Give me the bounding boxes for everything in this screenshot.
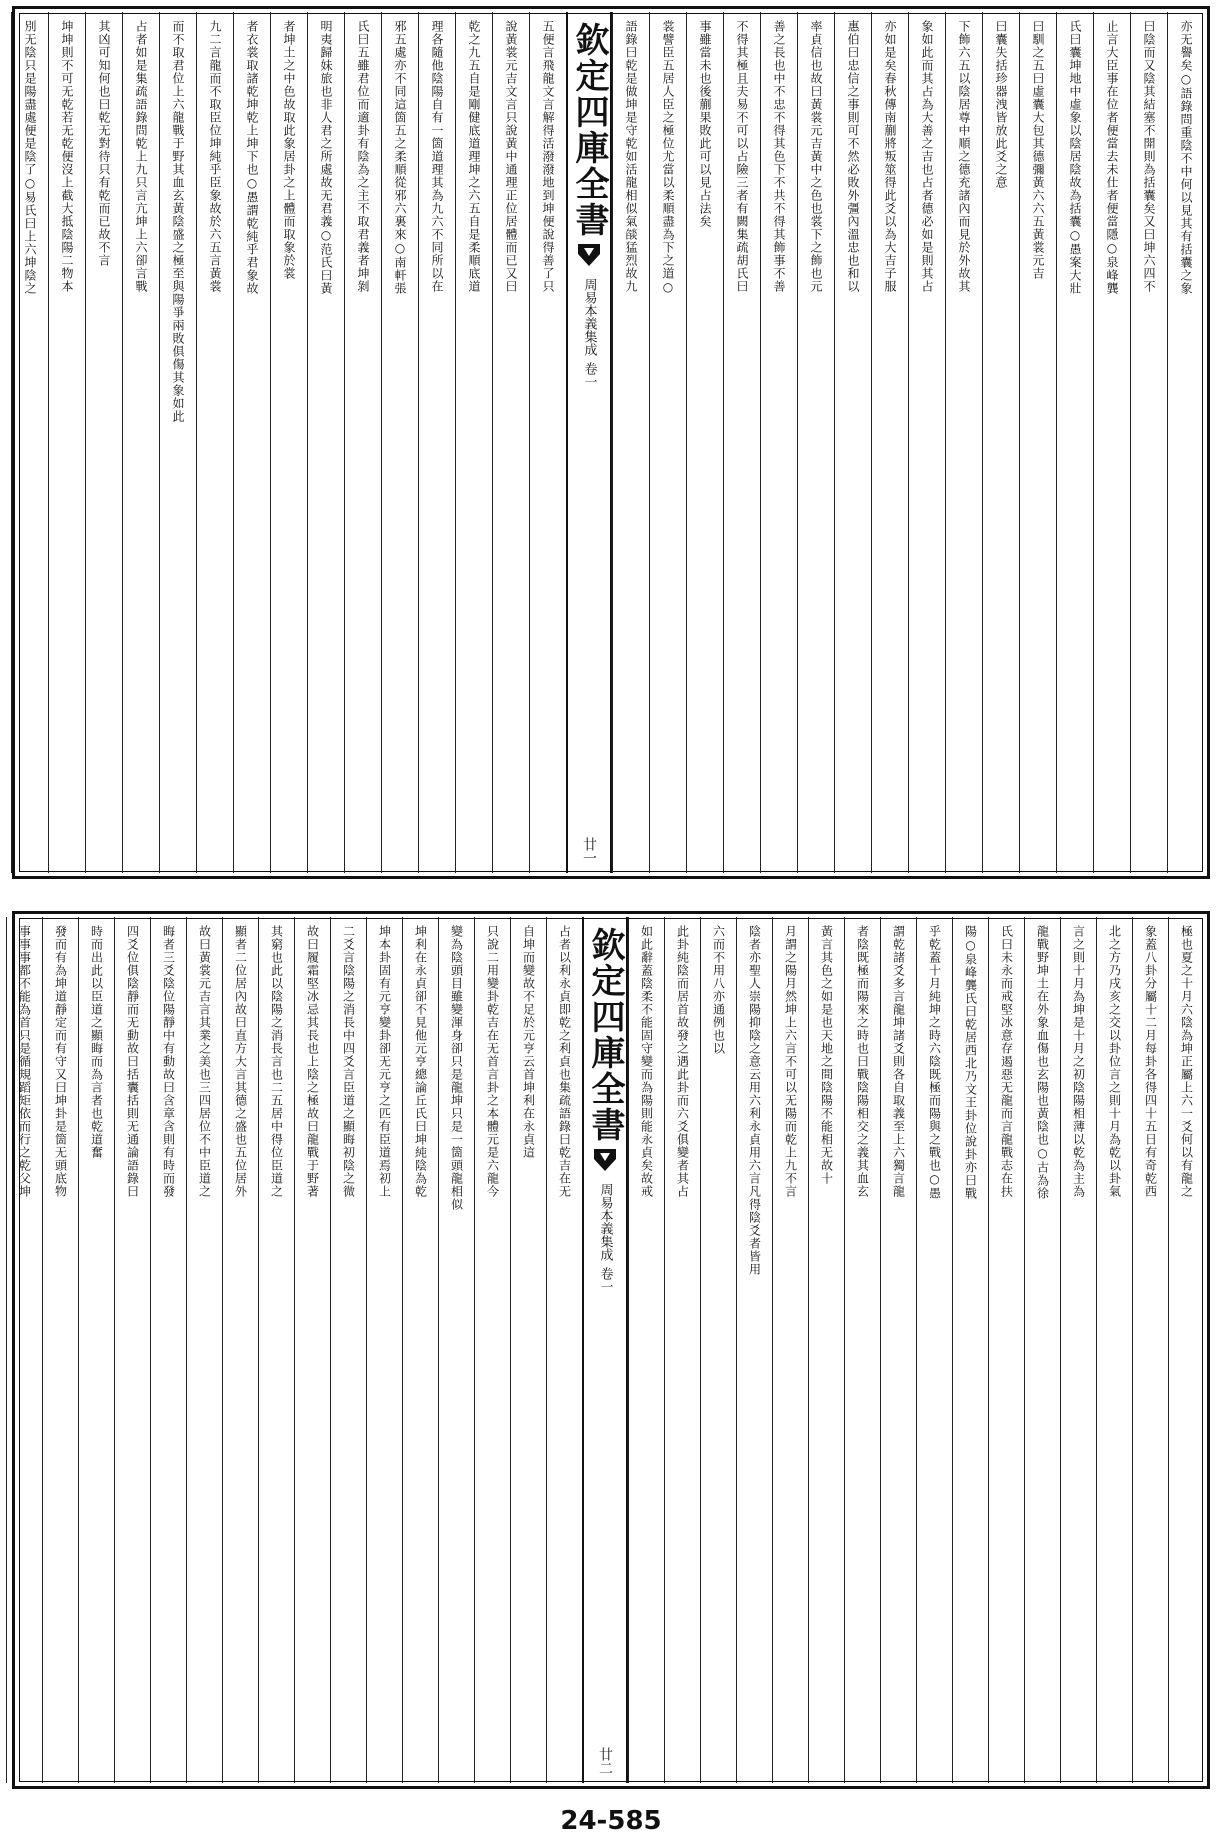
text-column bbox=[222, 917, 258, 1783]
text-column bbox=[908, 12, 945, 873]
column-text: 事雖當未也後蒯果敗此可以見占法矣 bbox=[698, 20, 712, 228]
column-text: 只說二用變卦乾吉在无首言卦之本體元是六龍今 bbox=[485, 925, 500, 1198]
column-text: 晦者三爻陰位陽靜中有動故曰含章含則有時而發 bbox=[161, 925, 176, 1198]
column-text: 謂乾諸爻多言龍坤諸爻則各自取義至上六獨言龍 bbox=[891, 925, 906, 1198]
text-column bbox=[628, 917, 664, 1783]
text-column bbox=[1093, 12, 1130, 873]
column-text: 別无陰只是陽盡處便是陰了○易氏曰上六坤陰之 bbox=[23, 20, 37, 295]
text-column bbox=[294, 917, 330, 1783]
column-text: 陰者亦聖人崇陽抑陰之意云用六利永貞用六言凡得陰爻者皆用 bbox=[747, 925, 762, 1276]
column-text: 氏曰五雖君位而適卦有陰為之主不取君義者坤剝 bbox=[356, 20, 370, 293]
column-text: 下飾六五以陰居尊中順之德充諸內而見於外故其 bbox=[957, 20, 971, 293]
column-text: 坤坤則不可无乾若无乾便沒上截大抵陰陽二物本 bbox=[60, 20, 74, 293]
text-column bbox=[438, 917, 474, 1783]
work-title: 周易本義集成 bbox=[581, 278, 597, 356]
text-column bbox=[455, 12, 492, 873]
text-column bbox=[114, 917, 150, 1783]
text-column bbox=[1056, 12, 1093, 873]
column-text: 此卦純陰而居首故發之遇此卦而六爻俱變者其占 bbox=[675, 925, 690, 1198]
column-text: 惠伯曰忠信之事則可不然必敗外彊內溫忠也和以 bbox=[846, 20, 860, 293]
text-column bbox=[233, 12, 270, 873]
text-column bbox=[686, 12, 723, 873]
text-column bbox=[381, 12, 418, 873]
column-text: 曰囊失括珍器洩皆放此爻之意 bbox=[994, 20, 1008, 189]
text-columns bbox=[18, 12, 1204, 873]
book-title: 欽定四庫全書 bbox=[585, 927, 625, 1143]
text-column bbox=[546, 917, 582, 1783]
column-text: 如此辭蓋陰柔不能固守變而為陽則能永貞矣故戒 bbox=[639, 925, 654, 1198]
text-column bbox=[85, 12, 122, 873]
column-text: 裳譬臣五居人臣之極位尤當以柔順盡為下之道○ bbox=[661, 20, 675, 295]
column-text: 自坤而變故不足於元亨云首坤利在永貞這 bbox=[521, 925, 536, 1159]
text-column bbox=[186, 917, 222, 1783]
text-column bbox=[880, 917, 916, 1783]
text-column bbox=[474, 917, 510, 1783]
column-text: 發而有為坤道靜定而有守又曰坤卦是箇无頭底物 bbox=[53, 925, 68, 1198]
text-column bbox=[844, 917, 880, 1783]
column-text: 曰陰而又陰其結塞不開則為括囊矣又曰坤六四不 bbox=[1142, 20, 1156, 293]
top-page bbox=[0, 0, 1222, 885]
text-column bbox=[772, 917, 808, 1783]
column-text: 象蓋八卦分屬十二月每卦各得四十五日有奇乾西 bbox=[1143, 925, 1158, 1198]
text-column bbox=[122, 12, 159, 873]
volume-label: 卷一 bbox=[581, 362, 597, 388]
text-column bbox=[78, 917, 114, 1783]
column-text: 變為陰頭目雖變渾身卻只是龍坤只是一箇頭龍相似 bbox=[449, 925, 464, 1211]
column-text: 氏曰囊坤地中虛象以陰居陰故為括囊○愚案大壯 bbox=[1068, 20, 1082, 295]
column-text: 說黃裳元吉文言只說黃中通理正位居體而已又曰 bbox=[504, 20, 518, 293]
text-column bbox=[988, 917, 1024, 1783]
text-column bbox=[808, 917, 844, 1783]
column-text: 者衣裳取諸乾坤乾上坤下也○愚謂乾純乎君象故 bbox=[245, 20, 259, 295]
column-text: 時而出此以臣道之顯晦而為言者也乾道奮 bbox=[89, 925, 104, 1159]
work-title: 周易本義集成 bbox=[597, 1183, 613, 1261]
text-column bbox=[510, 917, 546, 1783]
center-fold bbox=[566, 12, 612, 873]
column-text: 其窮也此以陰陽之消長言也二五居中得位臣道之 bbox=[269, 925, 284, 1198]
volume-label: 卷一 bbox=[597, 1267, 613, 1293]
column-text: 亦如是矣春秋傳南蒯將叛筮得此爻以為大吉子服 bbox=[883, 20, 897, 293]
text-column bbox=[1168, 917, 1204, 1783]
text-column bbox=[48, 12, 85, 873]
page-number: 廿一 bbox=[581, 837, 597, 865]
text-column bbox=[982, 12, 1019, 873]
column-text: 言之則十月為坤是十月之初陰陽相薄以乾為主為 bbox=[1071, 925, 1086, 1198]
text-column bbox=[492, 12, 529, 873]
text-column bbox=[1060, 917, 1096, 1783]
column-text: 者坤土之中色故取此象居卦之上體而取象於裳 bbox=[282, 20, 296, 280]
column-text: 五便言飛龍文言解得活潑潑地到坤便說得善了只 bbox=[541, 20, 555, 293]
column-text: 坤本卦固有元亨變卦卻无元亨之匹有臣道焉初上 bbox=[377, 925, 392, 1198]
column-text: 事事事都不能為首只是循規蹈矩依而行之乾父坤 bbox=[17, 925, 32, 1198]
text-column bbox=[649, 12, 686, 873]
column-text: 善之長也中不忠不得其色下不共不得其飾事不善 bbox=[772, 20, 786, 293]
column-text: 乎乾蓋十月純坤之時六陰既極而陽與之戰也○愚 bbox=[927, 925, 942, 1200]
column-text: 乾之九五自是剛健底道理坤之六五自是柔順底道 bbox=[467, 20, 481, 293]
text-column bbox=[1019, 12, 1056, 873]
text-column bbox=[6, 917, 42, 1783]
column-text: 龍戰野坤土在外象血傷也玄陽也黃陰也○古為徐 bbox=[1035, 925, 1050, 1200]
column-text: 邪五處亦不同這箇五之柔順從邪六裏來○南軒張 bbox=[393, 20, 407, 295]
text-column bbox=[344, 12, 381, 873]
text-column bbox=[307, 12, 344, 873]
text-column bbox=[723, 12, 760, 873]
column-text: 亦无譽矣○語錄問重陰不中何以見其有括囊之象 bbox=[1179, 20, 1193, 295]
column-text: 坤利在永貞卻不見他元亨總論丘氏曰坤純陰為乾 bbox=[413, 925, 428, 1198]
column-text: 占者以利永貞即乾之利貞也集疏語錄曰乾吉在无 bbox=[557, 925, 572, 1198]
column-text: 月謂之陽月然坤上六言不可以无陽而乾上九不言 bbox=[783, 925, 798, 1198]
column-text: 率貞信也故曰黃裳元吉黃中之色也裳下之飾也元 bbox=[809, 20, 823, 293]
fishtail-mark-icon bbox=[592, 1147, 618, 1173]
fishtail-mark-icon bbox=[576, 242, 602, 268]
column-text: 六而不用八亦通例也以 bbox=[711, 925, 726, 1055]
column-text: 其凶可知何也曰乾无對待只有乾而已故不言 bbox=[97, 20, 111, 267]
text-column bbox=[529, 12, 566, 873]
text-column bbox=[1096, 917, 1132, 1783]
text-column bbox=[916, 917, 952, 1783]
page-number: 廿二 bbox=[597, 1747, 613, 1775]
column-text: 九二言龍而不取臣位坤純乎臣象故於六五言黃裳 bbox=[208, 20, 222, 293]
column-text: 北之方乃戌亥之交以卦位言之則十月為乾以卦氣 bbox=[1107, 925, 1122, 1198]
text-column bbox=[952, 917, 988, 1783]
column-text: 理各隨他陰陽自有一箇道理其為九六不同所以在 bbox=[430, 20, 444, 293]
text-column bbox=[196, 12, 233, 873]
text-column bbox=[1130, 12, 1167, 873]
text-column bbox=[42, 917, 78, 1783]
text-column bbox=[797, 12, 834, 873]
text-column bbox=[945, 12, 982, 873]
column-text: 語錄曰乾是做坤是守乾如活龍相似氣燄猛烈故九 bbox=[624, 20, 638, 293]
footer-page-number: 24-585 bbox=[560, 1806, 662, 1836]
text-column bbox=[150, 917, 186, 1783]
book-title: 欽定四庫全書 bbox=[569, 22, 609, 238]
text-column bbox=[330, 917, 366, 1783]
column-text: 而不取君位上六龍戰于野其血玄黃陰盛之極至與陽爭兩敗俱傷其象如此 bbox=[171, 20, 185, 423]
column-text: 故曰履霜堅冰忌其長也上陰之極故曰龍戰于野著 bbox=[305, 925, 320, 1198]
text-column bbox=[871, 12, 908, 873]
text-column bbox=[834, 12, 871, 873]
text-column bbox=[270, 12, 307, 873]
text-column bbox=[700, 917, 736, 1783]
column-text: 占者如是集疏語錄問乾上九只言亢坤上六卻言戰 bbox=[134, 20, 148, 293]
column-text: 黃言其色之如是也天地之間陰陽不能相无故十 bbox=[819, 925, 834, 1185]
text-column bbox=[418, 12, 455, 873]
column-text: 氏曰未永而戒堅冰意存遏惡无龍而言龍戰志在扶 bbox=[999, 925, 1014, 1198]
text-column bbox=[664, 917, 700, 1783]
text-column bbox=[159, 12, 196, 873]
column-text: 象如此而其占為大善之吉也占者德必如是則其占 bbox=[920, 20, 934, 293]
text-column bbox=[736, 917, 772, 1783]
column-text: 明夷歸妹旅也非人君之所處故无君義○范氏曰黃 bbox=[319, 20, 333, 295]
column-text: 顯者二位居內故曰直方大言其德之盛也五位居外 bbox=[233, 925, 248, 1198]
text-column bbox=[760, 12, 797, 873]
text-column bbox=[402, 917, 438, 1783]
text-column bbox=[366, 917, 402, 1783]
text-column bbox=[1132, 917, 1168, 1783]
text-column bbox=[1167, 12, 1204, 873]
column-text: 者陰既極而陽來之時也曰戰陰陽相交之義其血玄 bbox=[855, 925, 870, 1198]
column-text: 二爻言陰陽之消長中四爻言臣道之顯晦初陰之微 bbox=[341, 925, 356, 1198]
bottom-page bbox=[0, 905, 1222, 1795]
text-column bbox=[258, 917, 294, 1783]
text-columns bbox=[18, 917, 1204, 1783]
column-text: 不得其極且夫易不可以占險三者有闕集疏胡氏曰 bbox=[735, 20, 749, 293]
column-text: 四爻位俱陰靜而无動故曰括囊括則无通論語錄曰 bbox=[125, 925, 140, 1198]
column-text: 陽○泉峰龔氏曰乾居西北乃文王卦位說卦亦曰戰 bbox=[963, 925, 978, 1200]
column-text: 曰馴之五曰虛囊大包其德彌黃六六五黃裳元吉 bbox=[1031, 20, 1045, 280]
text-column bbox=[612, 12, 649, 873]
column-text: 止言大臣事在位者便當去未仕者便當隱○泉峰龔 bbox=[1105, 20, 1119, 295]
column-text: 故曰黃裳元吉言其業之美也三四居位不中臣道之 bbox=[197, 925, 212, 1198]
center-fold bbox=[582, 917, 628, 1783]
text-column bbox=[1024, 917, 1060, 1783]
column-text: 極也夏之十月六陰為坤正屬上六一爻何以有龍之 bbox=[1179, 925, 1194, 1198]
text-column bbox=[11, 12, 48, 873]
